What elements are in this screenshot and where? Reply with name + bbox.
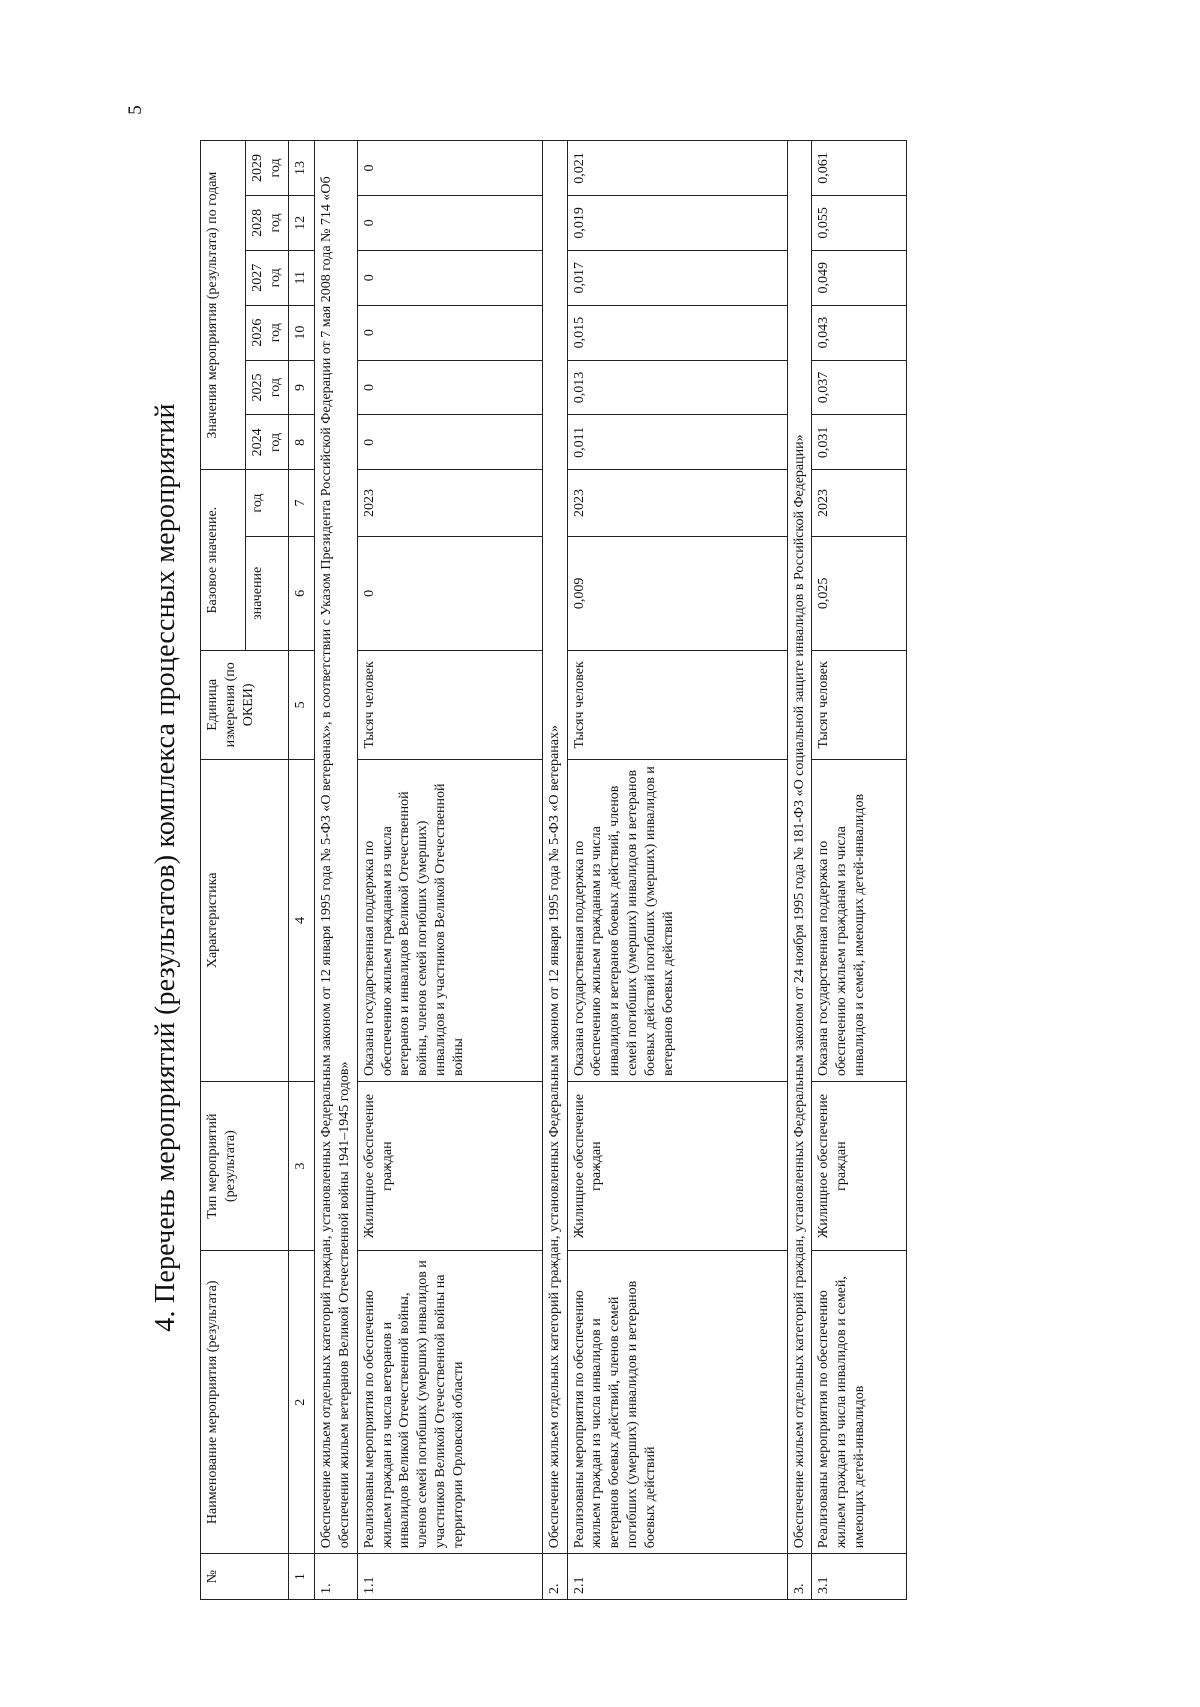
measure-unit: Тысяч человек [567,651,787,760]
year-value: 0,031 [812,415,907,470]
year-value: 0,055 [812,195,907,250]
column-number: 5 [288,651,314,760]
year-value: 0,013 [567,360,787,415]
year-value: 0,037 [812,360,907,415]
measure-type: Жилищное обеспечение граждан [812,1082,907,1251]
measure-characteristic: Оказана государственная поддержка по обеспечению жильем гражданам из числа ветеранов и инвалидов Великой Отечественной войны, членов семей погибших (умерших) инвалидов и участников Великой Отечественной войны [357,759,542,1081]
column-number: 2 [288,1251,314,1554]
column-number: 13 [288,141,314,196]
header-base-value: значение [246,536,289,650]
measure-type: Жилищное обеспечение граждан [357,1082,542,1251]
header-unit: Единица измерения (по ОКЕИ) [201,651,289,760]
measure-name: Реализованы мероприятия по обеспечению жильем граждан из числа ветеранов и инвалидов Великой Отечественной войны, членов семей погибших (умерших) инвалидов и участников Великой Отечественной войны на территории Орловской области [357,1251,542,1554]
measure-characteristic: Оказана государственная поддержка по обеспечению жильем гражданам из числа инвалидов и ветеранов боевых действий, членов семей погибших (умерших) инвалидов и ветеранов боевых действий погибших (умерших) инвалидов и ветеранов боевых действий [567,759,787,1081]
year-value: 0 [357,415,542,470]
year-value: 0 [357,141,542,196]
year-value: 0,049 [812,250,907,305]
group-row [787,141,812,1600]
group-title: Обеспечение жильем отдельных категорий граждан, установленных Федеральным законом от 24 ноября 1995 года № 181-ФЗ «О социальной защите инвалидов в Российской Федерации» [787,141,812,1554]
year-value: 0,021 [567,141,787,196]
header-name: Наименование мероприятия (результата) [201,1251,289,1554]
header-year: 2029 год [246,141,289,196]
column-number: 10 [288,305,314,360]
measure-unit: Тысяч человек [357,651,542,760]
header-year: 2028 год [246,195,289,250]
column-number: 3 [288,1082,314,1251]
column-number: 4 [288,759,314,1081]
header-year: 2026 год [246,305,289,360]
header-year: 2027 год [246,250,289,305]
measure-type: Жилищное обеспечение граждан [567,1082,787,1251]
group-number: 2. [542,1554,567,1600]
header-type: Тип мероприятий (результата) [201,1082,289,1251]
column-number: 1 [288,1554,314,1600]
year-value: 0,015 [567,305,787,360]
measure-number: 2.1 [567,1554,787,1600]
base-value: 0,009 [567,536,787,650]
measures-table [200,140,907,1600]
year-value: 0,017 [567,250,787,305]
section-title: 4. Перечень мероприятий (результатов) комплекса процессных мероприятий [150,403,181,1332]
header-base: Базовое значение. [201,470,246,651]
base-year: 2023 [357,470,542,536]
column-number-row [288,141,314,1600]
measure-name: Реализованы мероприятия по обеспечению жильем граждан из числа инвалидов и семей, имеющих детей-инвалидов [812,1251,907,1554]
year-value: 0,043 [812,305,907,360]
group-number: 1. [314,1554,357,1600]
year-value: 0,061 [812,141,907,196]
base-value: 0 [357,536,542,650]
header-year: 2025 год [246,360,289,415]
group-row [314,141,357,1600]
measure-characteristic: Оказана государственная поддержка по обеспечению жильем гражданам из числа инвалидов и семей, имеющих детей-инвалидов [812,759,907,1081]
measure-unit: Тысяч человек [812,651,907,760]
header-characteristic: Характеристика [201,759,289,1081]
group-number: 3. [787,1554,812,1600]
year-value: 0 [357,195,542,250]
year-value: 0 [357,250,542,305]
column-number: 11 [288,250,314,305]
header-base-year: год [246,470,289,536]
base-year: 2023 [812,470,907,536]
group-title: Обеспечение жильем отдельных категорий граждан, установленных Федеральным законом от 12 января 1995 года № 5-ФЗ «О ветеранах», в соответствии с Указом Президента Российской Федерации от 7 мая 2008 года № 714 «Об обеспечении жильем ветеранов Великой Отечественной войны 1941–1945 годов» [314,141,357,1554]
year-value: 0 [357,305,542,360]
column-number: 8 [288,415,314,470]
year-value: 0 [357,360,542,415]
year-value: 0,011 [567,415,787,470]
year-value: 0,019 [567,195,787,250]
column-number: 9 [288,360,314,415]
column-number: 12 [288,195,314,250]
header-num: № [201,1554,289,1600]
group-title: Обеспечение жильем отдельных категорий граждан, установленных Федеральным законом от 12 января 1995 года № 5-ФЗ «О ветеранах» [542,141,567,1554]
header-row-1 [201,141,246,1600]
measure-number: 3.1 [812,1554,907,1600]
base-value: 0,025 [812,536,907,650]
column-number: 6 [288,536,314,650]
group-row [542,141,567,1600]
header-year: 2024 год [246,415,289,470]
header-values: Значения мероприятия (результата) по годам [201,141,246,470]
measure-name: Реализованы мероприятия по обеспечению жильем граждан из числа инвалидов и ветеранов боевых действий, членов семей погибших (умерших) инвалидов и ветеранов боевых действий [567,1251,787,1554]
page-number: 5 [125,105,146,115]
measure-row [357,141,542,1600]
measure-row [567,141,787,1600]
rotated-page [105,95,1125,1640]
column-number: 7 [288,470,314,536]
base-year: 2023 [567,470,787,536]
measure-number: 1.1 [357,1554,542,1600]
measure-row [812,141,907,1600]
